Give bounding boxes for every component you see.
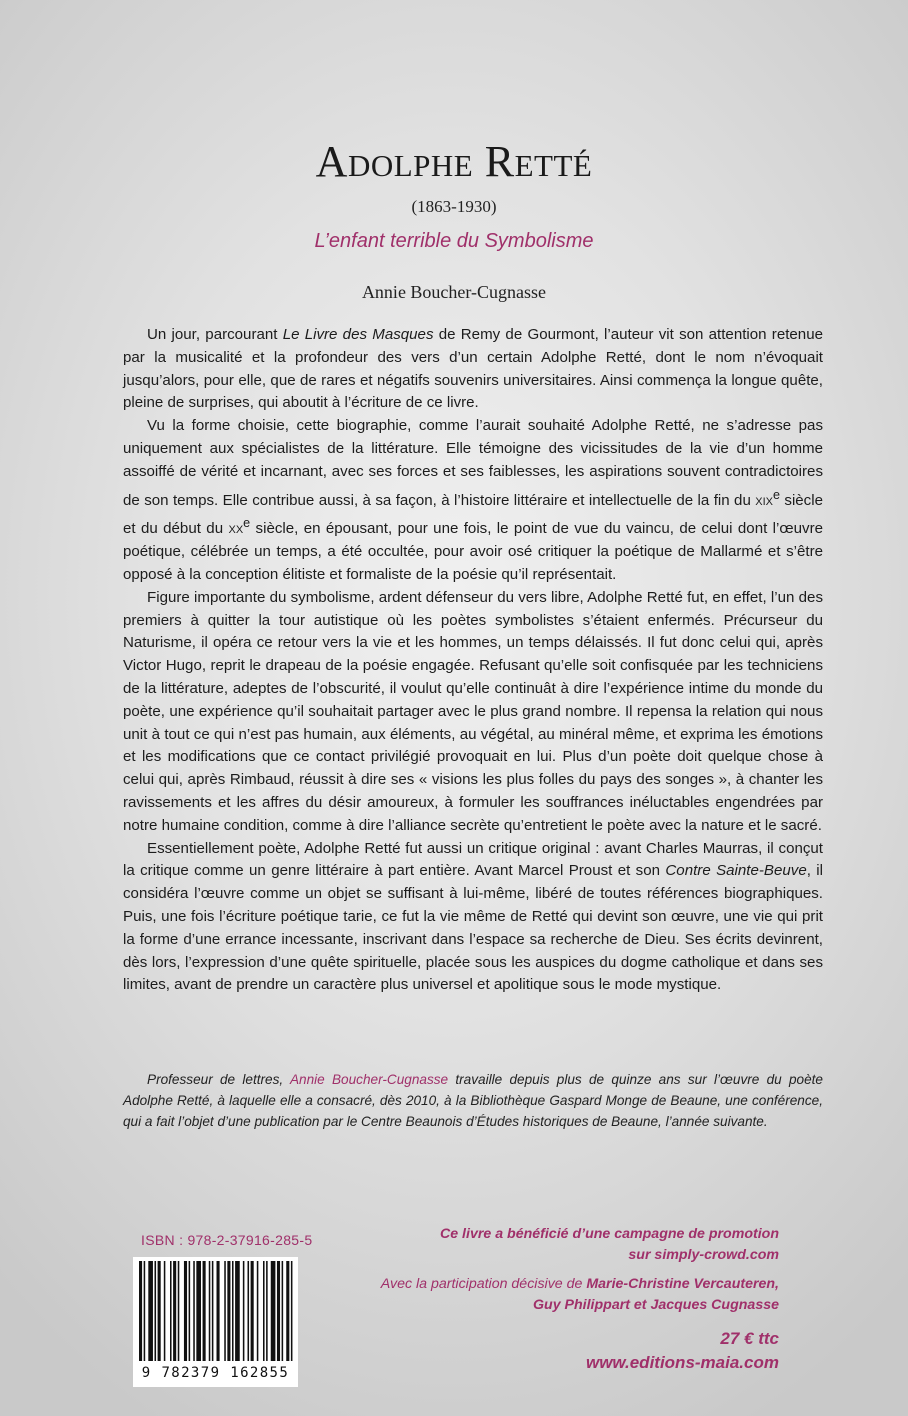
barcode-bar	[286, 1261, 289, 1361]
barcode-bar	[224, 1261, 226, 1361]
barcode-bar	[257, 1261, 259, 1361]
synopsis-paragraph-4: Essentiellement poète, Adolphe Retté fut aussi un critique original : avant Charles Maurras, il conçut la critique comme un genre littéraire à part entière. Avant Marcel Proust et son Contre Sainte-Beuve, il considéra l’œuvre comme un objet se suffisant à lui-même, libéré de toutes références biographiques. Puis, une fois l’écriture poétique tarie, ce fut la vie même de Retté qui devint son œuvre, une vie qui prit la forme d’une errance incessante, inscrivant dans l’espace sa recherche de Dieu. Ses écrits devinrent, dès lors, l’expression d’une quête spirituelle, placée sous les auspices du dogme catholique et dans ses limites, avant de prendre un caractère plus universel et apolitique sous le mode mystique.	[123, 839, 824, 994]
barcode-bar	[263, 1261, 265, 1361]
book-reference: Contre Sainte-Beuve	[665, 862, 807, 880]
author-dates: (1863-1930)	[411, 197, 497, 216]
barcode-bar	[291, 1261, 293, 1361]
barcode-bar	[209, 1261, 211, 1361]
publisher-website: www.editions-maia.com	[585, 1353, 779, 1372]
barcode-bar	[203, 1261, 206, 1361]
barcode-bar	[144, 1261, 146, 1361]
century-suffix: e	[243, 516, 251, 531]
barcode-bar	[148, 1261, 153, 1361]
synopsis-paragraph-2: Vu la forme choisie, cette biographie, comme l’aurait souhaité Adolphe Retté, ne s’adresse pas uniquement aux spécialistes de la littérature. Elle témoigne des vicissitudes de la vie d’un homme assoiffé de vérité et incarnant, avec ses forces et ses faiblesses, les aspirations souvent contradictoires de son temps. Elle contribue aussi, à sa façon, à l’histoire littéraire et intellectuelle de la fin du xix$^e$ siècle et du début du $xx^e$ siècle, en épousant, pour une fois, le point de vue du vaincu, de celui dont l’œuvre poétique, célébrée un temps, a été occultée, pour avoir osé critiquer la poétique de Mallarmé et s’être opposé à la conception élitiste et formaliste de la poésie qu’il représentait.	[123, 417, 823, 584]
price-label: 27 € ttc	[720, 1329, 779, 1348]
barcode-bar	[277, 1261, 280, 1361]
barcode-bar	[155, 1261, 157, 1361]
century-xix: xix	[755, 491, 773, 509]
barcode-bar	[243, 1261, 245, 1361]
barcode-bar	[170, 1261, 172, 1361]
barcode-bar	[189, 1261, 191, 1361]
barcode-bar	[164, 1261, 166, 1361]
barcode-bar	[282, 1261, 284, 1361]
barcode-bar	[217, 1261, 220, 1361]
synopsis	[123, 324, 823, 997]
century-xx: xx	[228, 520, 244, 538]
barcode-bar	[271, 1261, 276, 1361]
barcode-bar	[139, 1261, 142, 1361]
book-title: Adolphe Retté	[315, 137, 593, 186]
barcode-bar	[251, 1261, 254, 1361]
synopsis-paragraph-3: Figure importante du symbolisme, ardent défenseur du vers libre, Adolphe Retté fut, en effet, l’un des premiers à quitter la tour autistique où les poètes symbolistes s’étaient enfermés. Précurseur du Naturisme, il opéra ce retour vers la vie et les hommes, un temps délaissés. Il fut donc celui qui, après Victor Hugo, reprit le drapeau de la poésie engagée. Refusant qu’elle soit confisquée par les techniciens de la littérature, adeptes de l’obscurité, il voulut qu’elle continuât à dire l’expérience intime du monde du poète, une expérience qu’il souhaitait partager avec le plus grand nombre. Il repensa la relation qui nous unit à tout ce qui n’est pas humain, aux éléments, au végétal, au minéral même, et exprima les émotions et les modifications que ce contact privilégié provoquait en lui. Plus d’un poète doit quelque chose à celui qui, après Rimbaud, réussit à dire ses « visions les plus folles du pays des songes », à chanter les ravissements et les affres du désir amoureux, à formuler les souffrances inéluctables engendrées par notre humaine condition, comme à dire l’alliance secrète qu’entretient le poète avec la nature et le sacré.	[123, 588, 823, 834]
book-subtitle: L’enfant terrible du Symbolisme	[314, 230, 594, 252]
barcode-bar	[248, 1261, 250, 1361]
barcode-digits: 9 782379 162855	[141, 1365, 290, 1381]
barcode-bars	[133, 1257, 298, 1365]
crowdfunding-note: Ce livre a bénéficié d’une campagne de promotion sur simply-crowd.com	[439, 1226, 779, 1263]
barcode-bar	[232, 1261, 234, 1361]
author-bio-name: Annie Boucher-Cugnasse	[289, 1072, 449, 1087]
author-name: Annie Boucher-Cugnasse	[361, 282, 547, 302]
barcode-bar	[212, 1261, 214, 1361]
barcode-bar	[196, 1261, 201, 1361]
barcode-bar	[158, 1261, 161, 1361]
barcode-bar	[173, 1261, 176, 1361]
barcode-bar	[178, 1261, 180, 1361]
promo-block	[339, 1224, 779, 1375]
barcode-bar	[235, 1261, 240, 1361]
barcode-bar	[266, 1261, 268, 1361]
century-suffix: e	[772, 487, 780, 502]
isbn-label: ISBN : 978-2-37916-285-5	[141, 1232, 313, 1248]
synopsis-paragraph-1: Un jour, parcourant Le Livre des Masques de Remy de Gourmont, l’auteur vit son attention retenue par la musicalité et la profondeur des vers d’un certain Adolphe Retté, dont le nom n’évoquait jusqu’alors, pour elle, que de rares et négatifs souvenirs universitaires. Ainsi commença la longue quête, pleine de surprises, qui aboutit à l’écriture de ce livre.	[123, 326, 823, 412]
barcode-bar	[184, 1261, 187, 1361]
barcode	[133, 1257, 298, 1387]
book-reference: Le Livre des Masques	[282, 326, 434, 343]
barcode-bar	[193, 1261, 195, 1361]
barcode-bar	[227, 1261, 230, 1361]
acknowledgements: Avec la participation décisive de Marie-Christine Vercauteren, Guy Philippart et Jacques Cugnasse	[380, 1276, 779, 1313]
author-bio: Professeur de lettres, Annie Boucher-Cugnasse travaille depuis plus de quinze ans sur l’œuvre du poète Adolphe Retté, à laquelle elle a consacré, dès 2010, à la Bibliothèque Gaspard Monge de Beaune, une conférence, qui a fait l’objet d’une publication par le Centre Beaunois d’Études historiques de Beaune, l’année suivante.	[123, 1072, 823, 1129]
